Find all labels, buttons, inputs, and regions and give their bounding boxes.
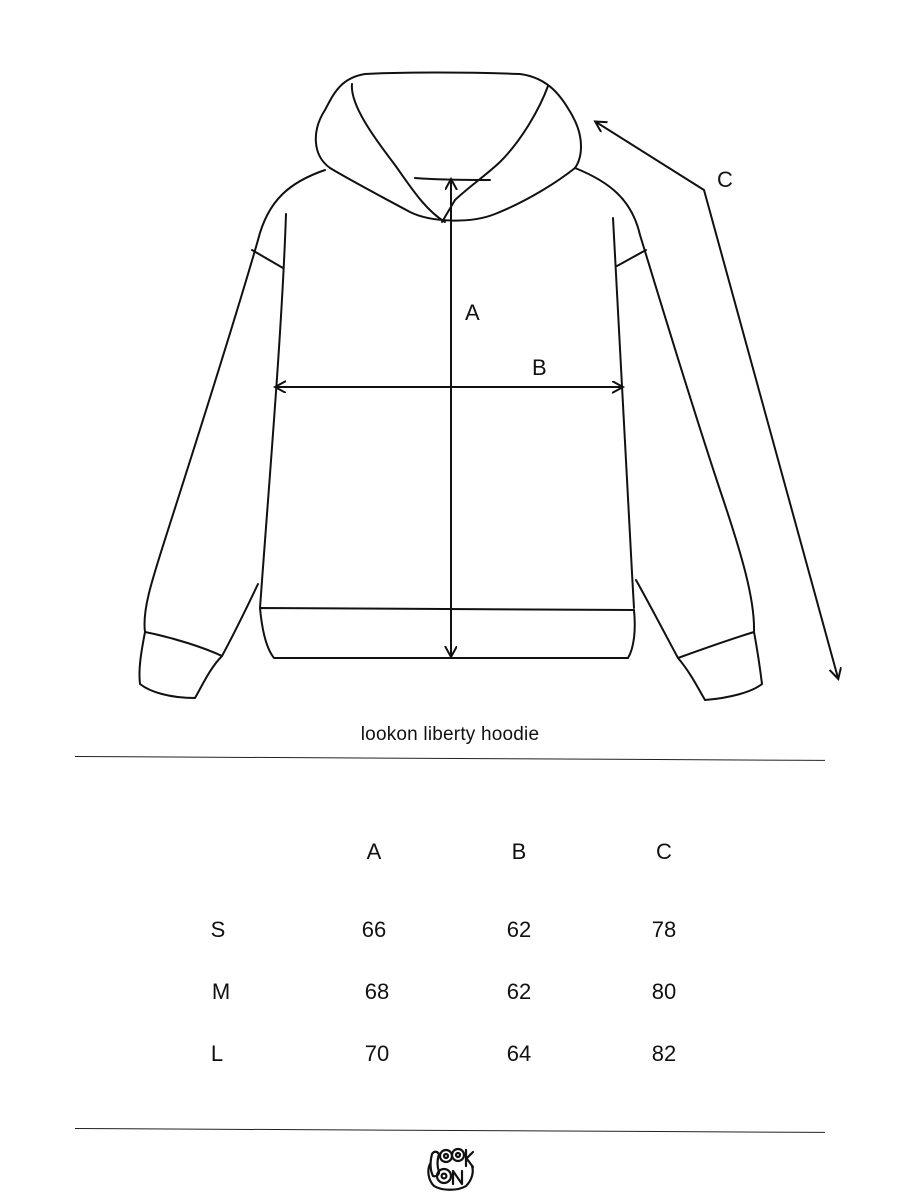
- size-label: S: [210, 917, 226, 942]
- right-shoulder-seam: [617, 250, 646, 266]
- body-left-side: [260, 214, 286, 608]
- size-label: M: [211, 979, 231, 1004]
- right-cuff: [678, 632, 762, 700]
- table-cell-c: 80: [651, 979, 677, 1004]
- table-cell-c: 82: [651, 1041, 677, 1066]
- measure-b-label: B: [532, 355, 547, 380]
- size-label: L: [210, 1041, 224, 1066]
- right-sleeve-inner: [636, 580, 678, 658]
- hood-inner-left: [352, 84, 445, 222]
- hood-inner-right: [442, 86, 548, 222]
- table-cell-a: 66: [361, 917, 387, 942]
- left-sleeve-outline: [144, 170, 325, 632]
- column-header-a: A: [366, 839, 382, 864]
- bottom-divider: [75, 1128, 825, 1133]
- measure-a-label: A: [465, 300, 480, 325]
- left-sleeve-inner: [222, 584, 258, 656]
- table-cell-b: 62: [506, 979, 532, 1004]
- column-header-b: B: [511, 839, 527, 864]
- table-cell-b: 64: [506, 1041, 532, 1066]
- table-cell-a: 70: [364, 1041, 390, 1066]
- table-cell-b: 62: [506, 917, 532, 942]
- body-right-side: [613, 218, 634, 608]
- right-sleeve-outline: [575, 168, 754, 632]
- table-cell-a: 68: [364, 979, 390, 1004]
- table-cell-c: 78: [651, 917, 677, 942]
- hood-base: [330, 168, 575, 221]
- waistband: [260, 608, 635, 658]
- top-divider: [75, 756, 825, 761]
- lookon-logo-icon: [424, 1140, 476, 1192]
- column-header-c: C: [656, 839, 672, 864]
- left-shoulder-seam: [252, 250, 283, 268]
- hood-outline: [316, 73, 581, 169]
- measure-c-label: C: [717, 167, 733, 192]
- left-cuff: [139, 632, 222, 698]
- product-name: lookon liberty hoodie: [360, 724, 540, 745]
- hood-opening: [415, 178, 490, 180]
